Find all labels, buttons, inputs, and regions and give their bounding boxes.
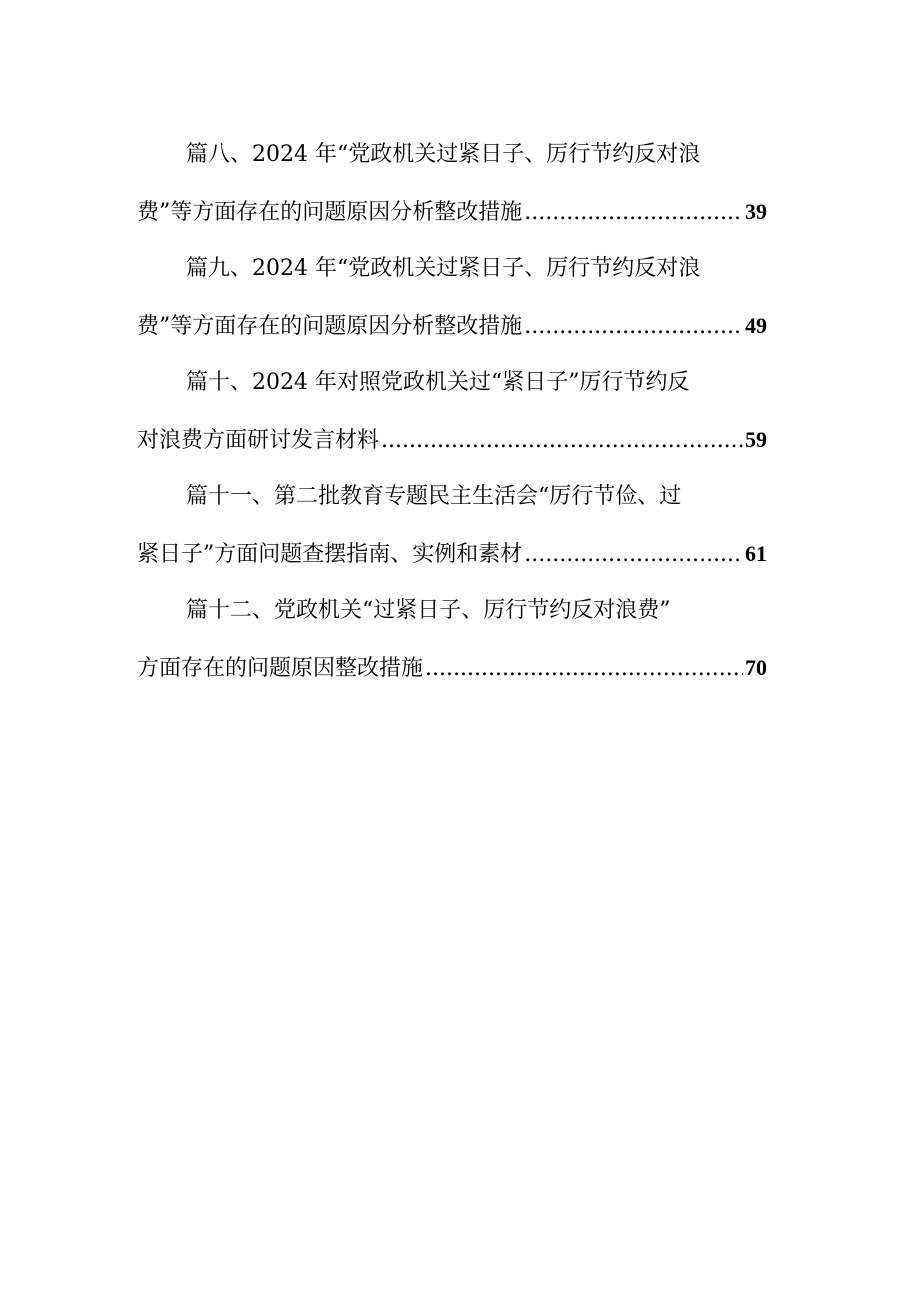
toc-entry-title-line2: 方面存在的问题原因整改措施: [137, 656, 424, 681]
toc-entry-10[interactable]: [137, 354, 767, 468]
toc-page-number: 49: [745, 313, 767, 338]
toc-page-number: 61: [745, 541, 767, 566]
dot-leader: [524, 298, 743, 354]
toc-entry-title-line2-row: [137, 525, 767, 582]
toc-entry-title-line2: 费”等方面存在的问题原因分析整改措施: [137, 200, 523, 225]
toc-entry-title-line1: 篇九、2024 年“党政机关过紧日子、厉行节约反对浪: [186, 256, 701, 281]
toc-entry-title-line2: 费”等方面存在的问题原因分析整改措施: [137, 314, 523, 339]
toc-entry-title-line1: 篇十、2024 年对照党政机关过“紧日子”厉行节约反: [186, 370, 690, 395]
dot-leader: [524, 184, 743, 240]
toc-entry-title-line2-row: [137, 183, 767, 240]
toc-entry-11[interactable]: [137, 468, 767, 582]
toc-entry-title-line1: 篇十一、第二批教育专题民主生活会“厉行节俭、过: [186, 484, 682, 509]
toc-entry-title-line2-row: [137, 411, 767, 468]
toc-entry-title-line1: 篇八、2024 年“党政机关过紧日子、厉行节约反对浪: [186, 142, 701, 167]
toc-entry-9[interactable]: [137, 240, 767, 354]
toc-entry-title-line2-row: [137, 297, 767, 354]
table-of-contents: [137, 126, 767, 696]
toc-page-number: 59: [745, 427, 767, 452]
toc-entry-title-line2: 紧日子”方面问题查摆指南、实例和素材: [137, 542, 523, 567]
dot-leader: [381, 412, 743, 468]
toc-entry-title-line1: 篇十二、党政机关“过紧日子、厉行节约反对浪费”: [186, 598, 671, 623]
dot-leader: [524, 526, 743, 582]
toc-entry-8[interactable]: [137, 126, 767, 240]
toc-entry-12[interactable]: [137, 582, 767, 696]
toc-page-number: 70: [745, 655, 767, 680]
toc-page-number: 39: [745, 199, 767, 224]
dot-leader: [425, 640, 743, 696]
toc-entry-title-line2: 对浪费方面研讨发言材料: [137, 428, 380, 453]
toc-entry-title-line2-row: [137, 639, 767, 696]
